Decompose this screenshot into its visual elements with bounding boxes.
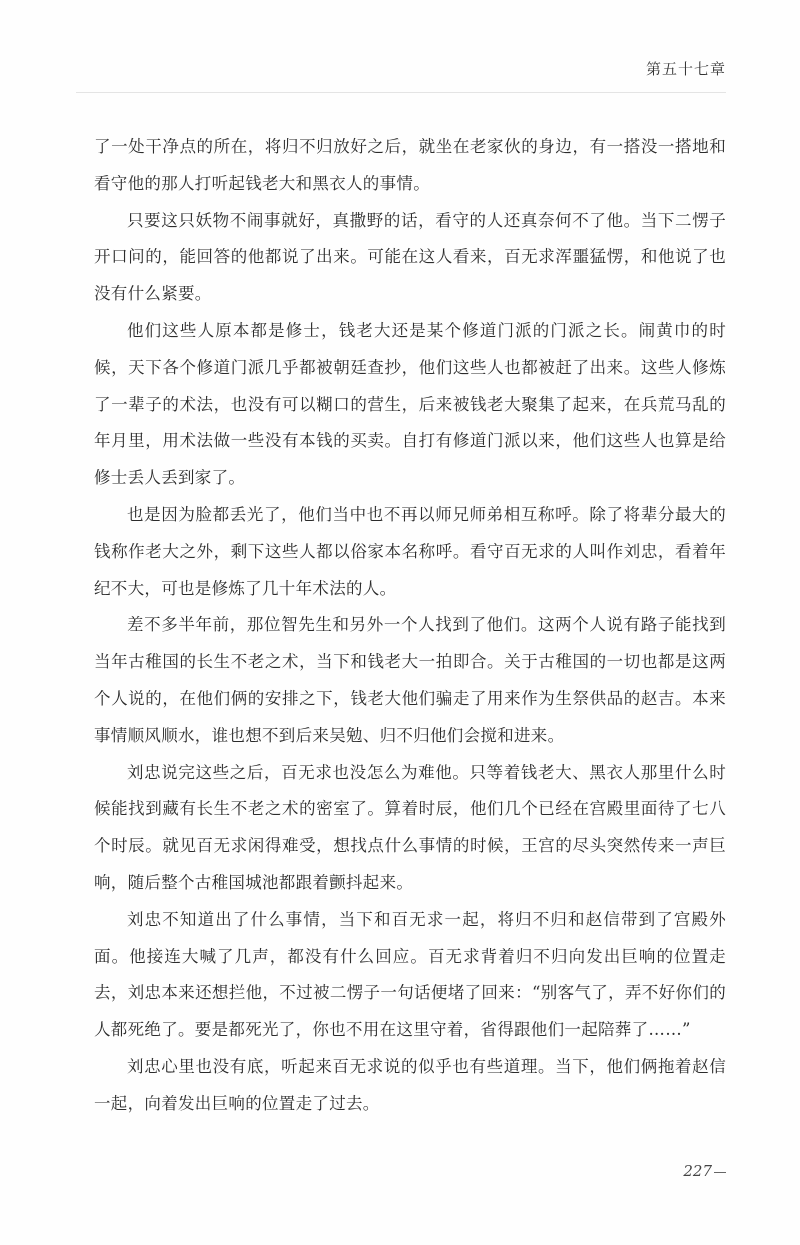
paragraph-4: 也是因为脸都丢光了，他们当中也不再以师兄师弟相互称呼。除了将辈分最大的钱称作老大之外，剩下这些人都以俗家本名称呼。看守百无求的人叫作刘忠，看着年纪不大，可也是修炼了几十年术法的人。 bbox=[94, 504, 726, 598]
page-number-dash bbox=[714, 1172, 726, 1173]
paragraph-7: 刘忠不知道出了什么事情，当下和百无求一起，将归不归和赵信带到了宫殿外面。他接连大喊了几声，都没有什么回应。百无求背着归不归向发出巨响的位置走去，刘忠本来还想拦他，不过被二愣子一句话便堵了回来：“别客气了，弄不好你们的人都死绝了。要是都死光了，你也不用在这里守着，省得跟他们一起陪葬了……” bbox=[94, 909, 726, 1040]
paragraph-1: 了一处干净点的所在，将归不归放好之后，就坐在老家伙的身边，有一搭没一搭地和看守他的那人打听起钱老大和黑衣人的事情。 bbox=[94, 137, 726, 193]
chapter-heading: 第五十七章 bbox=[645, 60, 726, 78]
paragraph-8: 刘忠心里也没有底，听起来百无求说的似乎也有些道理。当下，他们俩拖着赵信一起，向着发出巨响的位置走了过去。 bbox=[94, 1056, 726, 1113]
paragraph-3: 他们这些人原本都是修士，钱老大还是某个修道门派的门派之长。闹黄巾的时候，天下各个修道门派几乎都被朝廷查抄，他们这些人也都被赶了出来。这些人修炼了一辈子的术法，也没有可以糊口的营生，后来被钱老大聚集了起来，在兵荒马乱的年月里，用术法做一些没有本钱的买卖。自打有修道门派以来，他们这些人也算是给修士丢人丢到家了。 bbox=[94, 320, 726, 488]
header-rule bbox=[76, 92, 726, 93]
page-number: 227 bbox=[683, 1162, 712, 1180]
paragraph-5: 差不多半年前，那位智先生和另外一个人找到了他们。这两个人说有路子能找到当年古稚国的长生不老之术，当下和钱老大一拍即合。关于古稚国的一切也都是这两个人说的，在他们俩的安排之下，钱老大他们骗走了用来作为生祭供品的赵吉。本来事情顺风顺水，谁也想不到后来吴勉、归不归他们会搅和进来。 bbox=[94, 615, 726, 745]
paragraph-2: 只要这只妖物不闹事就好，真撒野的话，看守的人还真奈何不了他。当下二愣子开口问的，能回答的他都说了出来。可能在这人看来，百无求浑噩猛愣，和他说了也没有什么紧要。 bbox=[94, 210, 726, 304]
paragraph-6: 刘忠说完这些之后，百无求也没怎么为难他。只等着钱老大、黑衣人那里什么时候能找到藏有长生不老之术的密室了。算着时辰，他们几个已经在宫殿里面待了七八个时辰。就见百无求闲得难受，想找点什么事情的时候，王宫的尽头突然传来一声巨响，随后整个古稚国城池都跟着颤抖起来。 bbox=[94, 762, 726, 892]
body-text bbox=[94, 129, 726, 1123]
